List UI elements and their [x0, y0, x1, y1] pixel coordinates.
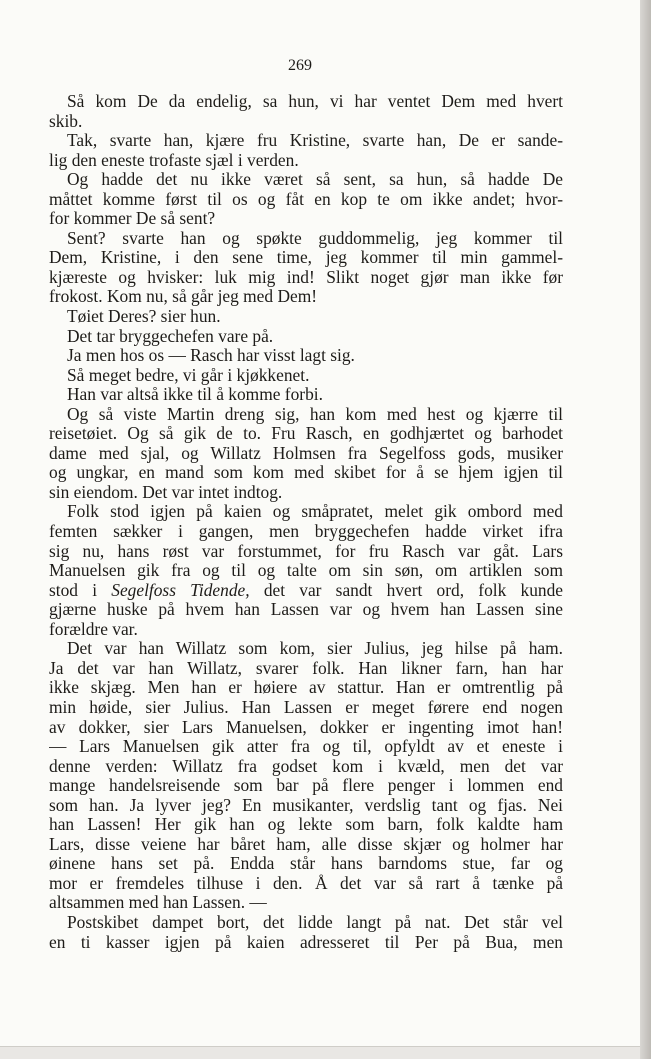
text-line: femten sækker i gangen, men bryggechefen hadde virket ifra [49, 522, 563, 542]
text-line: Ja det var han Willatz, svarer folk. Han likner farn, han har [49, 658, 563, 678]
text-line: skib. [49, 111, 83, 131]
text-line: Postskibet dampet bort, det lidde langt på nat. Det står vel [67, 912, 563, 932]
text-line: mor er fremdeles tilhuse i den. Å det var så rart å tænke på [49, 873, 563, 893]
text-line: Ja men hos os — Rasch har visst lagt sig. [67, 346, 355, 366]
text-segment: stod i [49, 580, 112, 600]
page-edge-shadow [640, 0, 651, 1059]
text-line: Tøiet Deres? sier hun. [67, 307, 221, 327]
text-line: øinene hans set på. Endda står hans barndoms stue, far og [49, 854, 563, 874]
text-line: en ti kasser igjen på kaien adresseret til Per på Bua, men [49, 932, 563, 952]
text-line: av dokker, sier Lars Manuelsen, dokker er ingenting imot han! [49, 717, 563, 737]
text-segment: det var sandt hvert ord, folk kunde [249, 580, 563, 600]
text-line: lig den eneste trofaste sjæl i verden. [49, 150, 299, 170]
text-line: Tak, svarte han, kjære fru Kristine, svarte han, De er sande- [67, 131, 563, 151]
text-line: ikke skjæg. Men han er høiere av stattur. Han er omtrentlig på [49, 678, 563, 698]
text-line: reisetøiet. Og så gik de to. Fru Rasch, en godhjærtet og barhodet [49, 424, 563, 444]
text-line: dame med sjal, og Willatz Holmsen fra Segelfoss gods, musiker [49, 443, 563, 463]
text-line [49, 581, 563, 601]
text-line: Det tar bryggechefen vare på. [67, 326, 274, 346]
body-text [49, 92, 563, 952]
text-line: måttet komme først til os og fåt en kop te om ikke andet; hvor- [49, 189, 563, 209]
text-line: denne verden: Willatz fra godset kom i kvæld, men det var [49, 756, 563, 776]
text-line: Og hadde det nu ikke været så sent, sa hun, så hadde De [67, 170, 563, 190]
text-line: Så kom De da endelig, sa hun, vi har ventet Dem med hvert [67, 92, 563, 111]
italic-title: Segelfoss Tidende, [111, 580, 250, 600]
text-line: gjærne huske på hvem han Lassen var og hvem han Lassen sine [49, 600, 563, 620]
text-line: Han var altså ikke til å komme forbi. [67, 385, 323, 405]
text-line: han Lassen! Her gik han og lekte som barn, folk kaldte ham [49, 815, 563, 835]
text-line: Det var han Willatz som kom, sier Julius, jeg hilse på ham. [67, 639, 563, 659]
text-line: og ungkar, en mand som kom med skibet for å se hjem igjen til [49, 463, 563, 483]
text-line: frokost. Kom nu, så går jeg med Dem! [49, 287, 318, 307]
text-line: som han. Ja lyver jeg? En musikanter, verdslig tant og fjas. Nei [49, 795, 563, 815]
text-line: Dem, Kristine, i den sene time, jeg kommer til min gammel- [49, 248, 563, 268]
text-line: kjæreste og hvisker: luk mig ind! Slikt noget gjør man ikke før [49, 267, 563, 287]
text-line: forældre var. [49, 619, 138, 639]
text-line: Så meget bedre, vi går i kjøkkenet. [67, 365, 310, 385]
text-line: Og så viste Martin dreng sig, han kom med hest og kjærre til [67, 404, 563, 424]
text-line: Manuelsen gik fra og til og talte om sin søn, om artiklen som [49, 561, 563, 581]
text-line: mange handelsreisende som bar på flere penger i lommen end [49, 776, 563, 796]
text-line: altsammen med han Lassen. — [49, 893, 267, 913]
text-line: sin eiendom. Det var intet indtog. [49, 482, 283, 502]
text-line: — Lars Manuelsen gik atter fra og til, opfyldt av et eneste i [49, 737, 563, 757]
text-line: Lars, disse veiene har båret ham, alle disse skjær og holmer har [49, 834, 563, 854]
text-line: Folk stod igjen på kaien og småpratet, melet gik ombord med [67, 502, 563, 522]
text-line: for kommer De så sent? [49, 209, 216, 229]
page-number: 269 [288, 57, 312, 74]
text-line: sig nu, hans røst var forstummet, for fru Rasch var gåt. Lars [49, 541, 563, 561]
text-line: Sent? svarte han og spøkte guddommelig, jeg kommer til [67, 228, 563, 248]
text-line: min høide, sier Julius. Han Lassen er meget førere end nogen [49, 697, 563, 717]
